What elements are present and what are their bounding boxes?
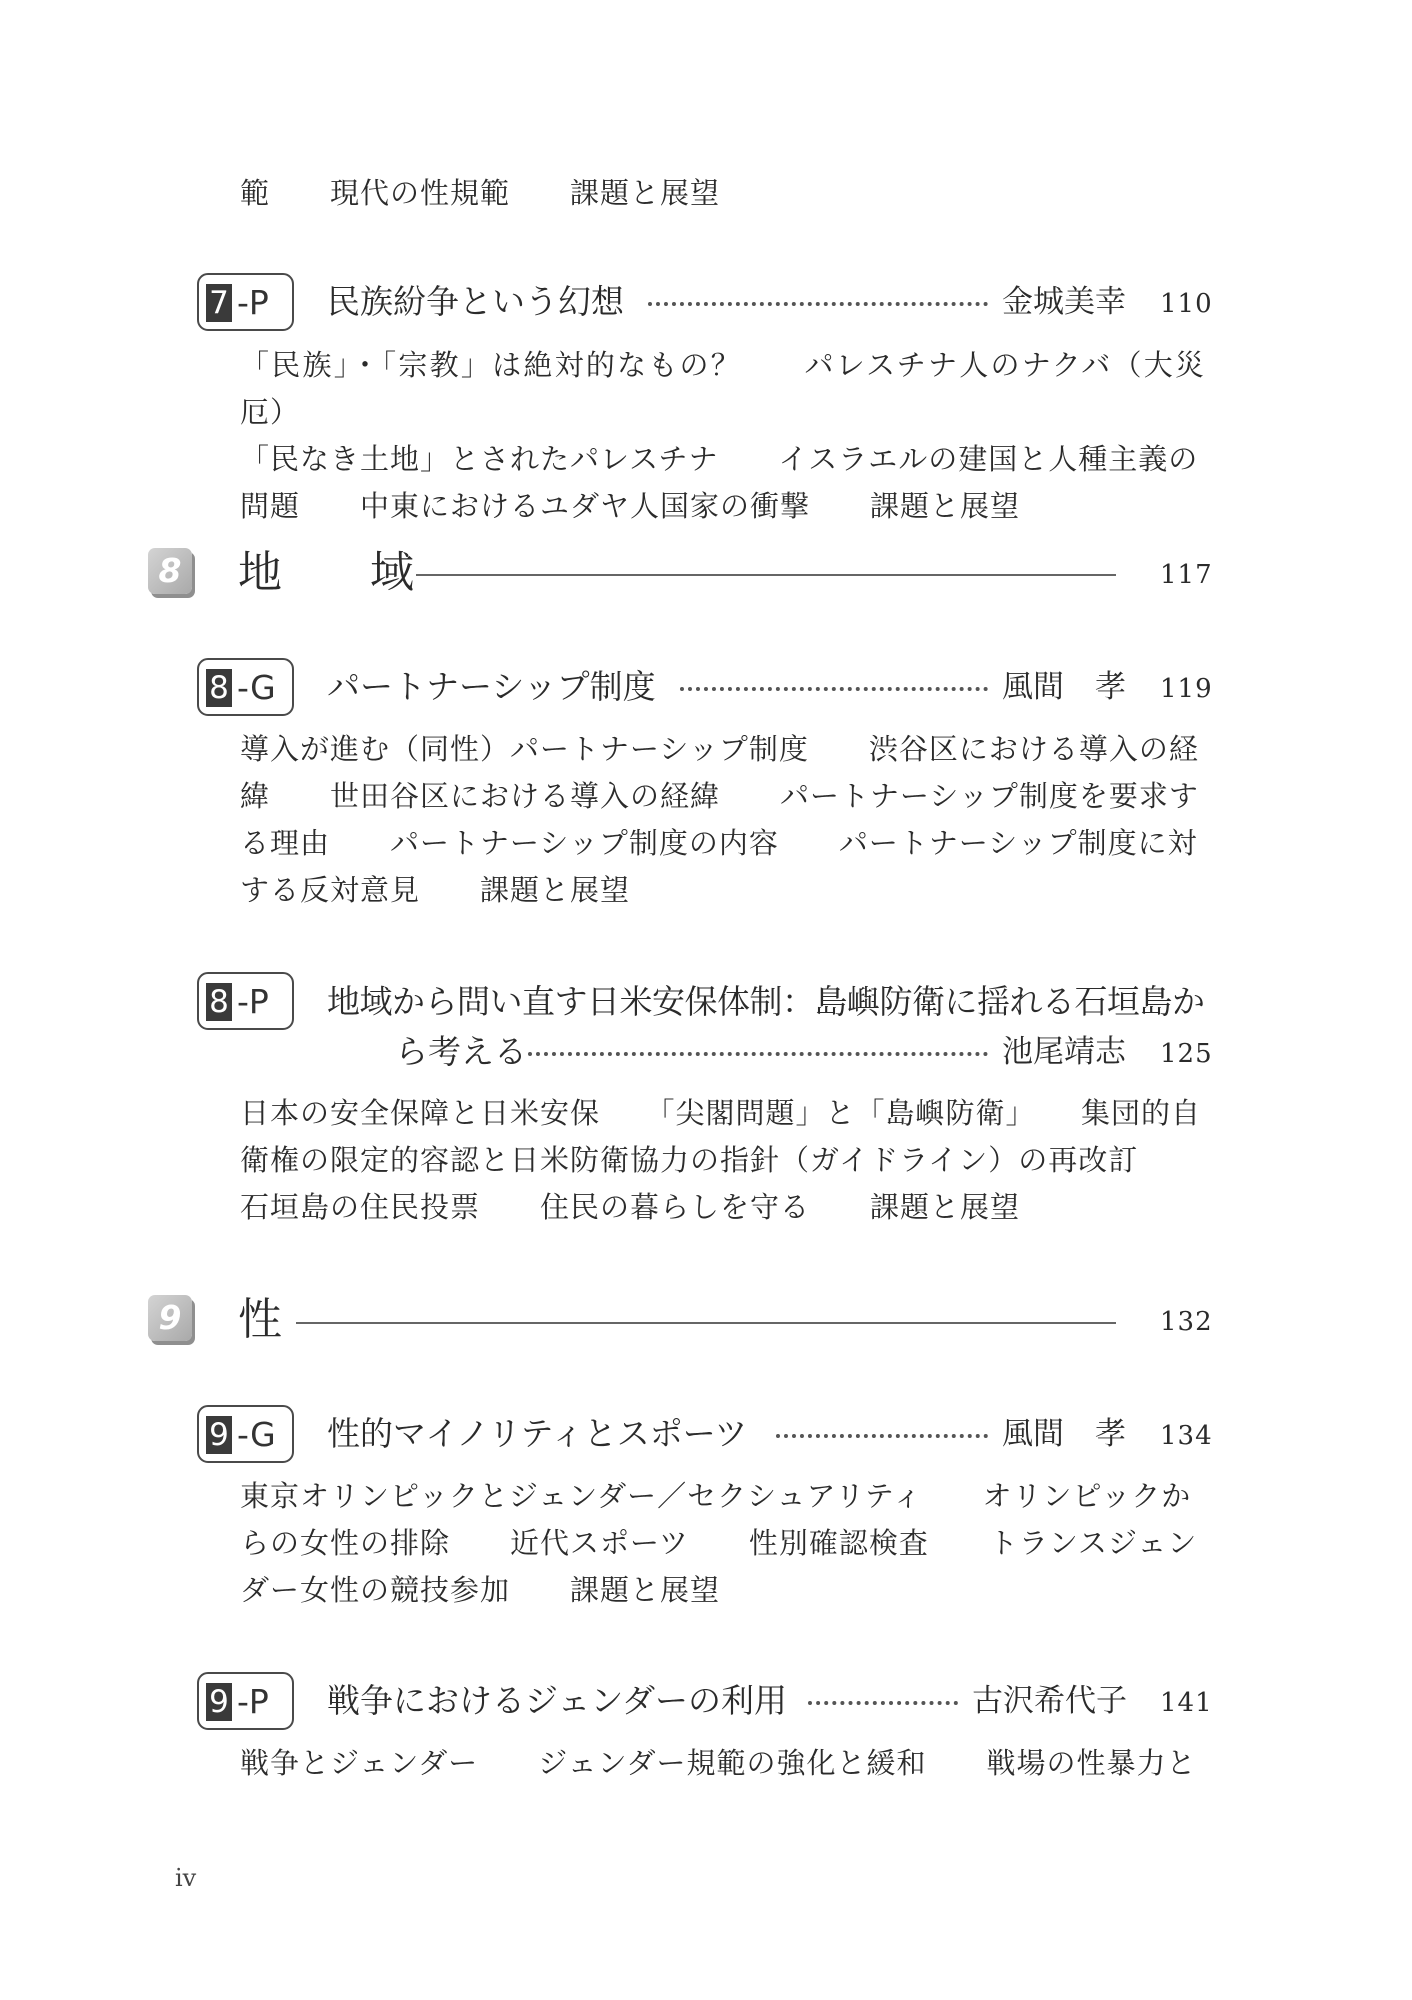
entry-author-7p: 金城美幸	[1002, 284, 1126, 320]
continuation-text: 範 現代の性規範 課題と展望	[240, 176, 721, 210]
entry-author-9p: 古沢希代子	[972, 1683, 1127, 1719]
description-line: 「民なき土地」とされたパレスチナ イスラエルの建国と人種主義の	[240, 442, 1199, 476]
entry-badge-8p	[197, 972, 294, 1030]
entry-title-8g: パートナーシップ制度	[327, 667, 656, 706]
entry-description-8g	[240, 726, 1205, 914]
chapter-number-box-8	[148, 548, 192, 594]
description-line: 日本の安全保障と日米安保 「尖閣問題」と「島嶼防衛」 集団的自	[240, 1096, 1202, 1130]
entry-description-9g	[240, 1473, 1205, 1614]
description-line: らの女性の排除 近代スポーツ 性別確認検査 トランスジェン	[240, 1526, 1198, 1560]
badge-number: 9	[206, 1683, 232, 1721]
badge-suffix: -P	[237, 982, 269, 1021]
chapter-rule	[416, 574, 1116, 576]
entry-page-8g: 119	[1160, 674, 1213, 704]
leader-dots	[648, 302, 988, 306]
entry-badge-8g	[197, 658, 294, 716]
description-line: する反対意見 課題と展望	[240, 873, 631, 907]
chapter-title-9: 性	[238, 1294, 282, 1345]
chapter-title-8: 地 域	[238, 547, 414, 598]
description-line: 東京オリンピックとジェンダー／セクシュアリティ オリンピックか	[240, 1479, 1192, 1513]
entry-description-7p	[240, 342, 1205, 530]
entry-page-8p: 125	[1160, 1039, 1213, 1069]
leader-dots	[808, 1701, 958, 1705]
chapter-number: 8	[158, 551, 182, 590]
description-line: 衛権の限定的容認と日米防衛協力の指針（ガイドライン）の再改訂	[240, 1143, 1139, 1177]
chapter-page-8: 117	[1160, 560, 1213, 590]
description-line: 「民族」・「宗教」は絶対的なもの？ パレスチナ人のナクバ（大災厄）	[240, 348, 1205, 429]
badge-suffix: -G	[237, 668, 276, 707]
chapter-number-box-9	[148, 1295, 192, 1341]
description-line: る理由 パートナーシップ制度の内容 パートナーシップ制度に対	[240, 826, 1198, 860]
entry-title-8p-continued: ら考える	[395, 1032, 527, 1071]
entry-badge-9p	[197, 1672, 294, 1730]
entry-title-8p: 地域から問い直す日米安保体制：島嶼防衛に揺れる石垣島か	[327, 982, 1205, 1021]
badge-number: 7	[206, 284, 232, 322]
badge-number: 8	[206, 983, 232, 1021]
entry-page-9p: 141	[1160, 1688, 1213, 1718]
chapter-rule	[296, 1322, 1116, 1324]
badge-number: 9	[206, 1416, 232, 1454]
leader-dots	[680, 687, 988, 691]
entry-page-9g: 134	[1160, 1421, 1213, 1451]
description-line: 導入が進む（同性）パートナーシップ制度 渋谷区における導入の経	[240, 732, 1199, 766]
entry-author-9g: 風間 孝	[1002, 1416, 1126, 1452]
entry-author-8g: 風間 孝	[1002, 669, 1126, 705]
entry-title-7p: 民族紛争という幻想	[327, 282, 624, 321]
entry-description-9p	[240, 1740, 1205, 1787]
entry-badge-9g	[197, 1405, 294, 1463]
chapter-number: 9	[158, 1298, 182, 1337]
description-line: 緯 世田谷区における導入の経緯 パートナーシップ制度を要求す	[240, 779, 1199, 813]
entry-badge-7p	[197, 273, 294, 331]
description-line: 問題 中東におけるユダヤ人国家の衝撃 課題と展望	[240, 489, 1021, 523]
badge-suffix: -P	[237, 283, 269, 322]
entry-description-8p	[240, 1090, 1205, 1231]
entry-page-7p: 110	[1160, 289, 1213, 319]
page-folio: iv	[175, 1864, 197, 1892]
leader-dots	[528, 1052, 988, 1056]
badge-suffix: -P	[237, 1682, 269, 1721]
entry-author-8p: 池尾靖志	[1002, 1034, 1126, 1070]
continuation-line	[240, 170, 1205, 217]
chapter-page-9: 132	[1160, 1307, 1213, 1337]
description-line: 石垣島の住民投票 住民の暮らしを守る 課題と展望	[240, 1190, 1021, 1224]
entry-title-9p: 戦争におけるジェンダーの利用	[327, 1681, 788, 1720]
leader-dots	[776, 1434, 988, 1438]
badge-suffix: -G	[237, 1415, 276, 1454]
description-line: 戦争とジェンダー ジェンダー規範の強化と緩和 戦場の性暴力と	[240, 1746, 1197, 1780]
description-line: ダー女性の競技参加 課題と展望	[240, 1573, 721, 1607]
entry-title-9g: 性的マイノリティとスポーツ	[327, 1414, 748, 1453]
badge-number: 8	[206, 669, 232, 707]
